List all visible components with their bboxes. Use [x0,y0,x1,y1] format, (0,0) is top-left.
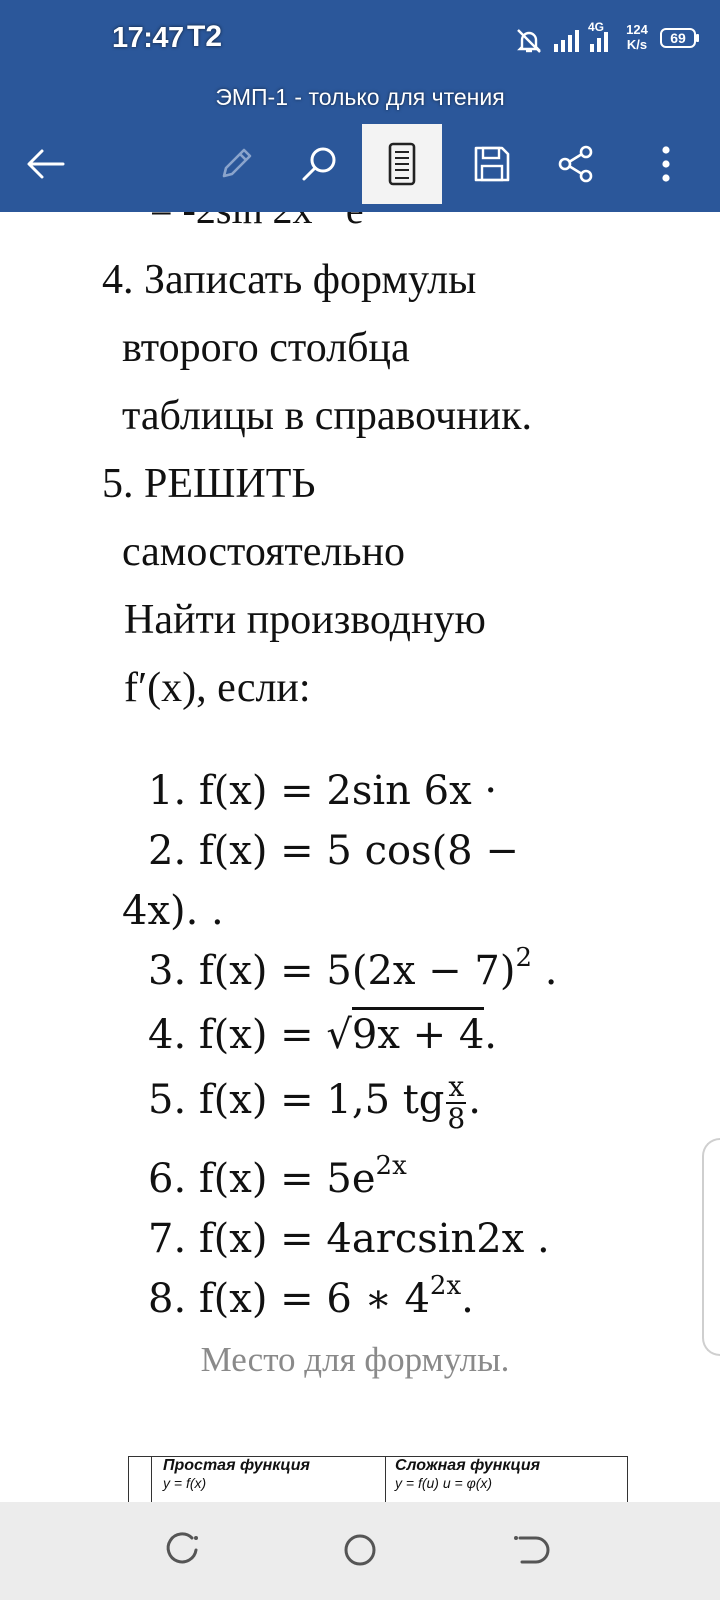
item4-line3: таблицы в справочник. [122,393,532,439]
exercise-7: 7. f(x) = 4arcsin2x . [148,1216,550,1262]
exercise-8-main: 8. f(x) = 6 ∗ 4 [148,1276,430,1322]
status-bar [0,0,720,80]
status-icons [510,20,720,60]
more-options-button[interactable] [626,124,706,204]
mobile-view-button[interactable] [362,124,442,204]
exercise-6-exponent: 2x [375,1151,407,1181]
battery-level: 69 [670,30,686,46]
exercise-5-denominator: 8 [447,1102,466,1135]
network-speed-value: 124 [626,22,648,37]
battery-icon [660,28,700,48]
home-icon[interactable] [338,1528,382,1572]
table-sub-simple: y = f(x) [163,1475,207,1491]
exercise-5-numerator: x [448,1070,465,1103]
exercise-5 [148,1072,481,1134]
carrier-icon: T2 [187,20,223,53]
exercise-4-tail: . [484,1012,498,1058]
save-button[interactable] [452,124,532,204]
exercise-4-radicand: 9x + 4 [352,1007,484,1058]
recent-apps-icon[interactable] [162,1528,206,1572]
exercise-3-main: 3. f(x) = 5(2x − 7) [148,948,516,994]
exercise-8 [148,1271,474,1322]
side-panel-handle[interactable] [702,1138,720,1356]
item4-line2: второго столбца [122,325,410,371]
save-icon [472,144,512,184]
mute-icon [514,26,544,56]
item5-line3: Найти производную [124,597,486,643]
exercise-6-main: 6. f(x) = 5e [148,1156,376,1202]
exercise-4 [148,1012,497,1058]
network-speed-unit: K/s [626,37,648,52]
more-icon [660,144,672,184]
exercise-3 [148,943,558,994]
exercise-5-prefix: 5. f(x) = 1,5 tg [148,1077,445,1123]
table-header-complex: Сложная функция [395,1457,541,1474]
formula-placeholder[interactable]: Место для формулы. [200,1340,510,1379]
search-icon [299,143,341,185]
network-speed [620,22,654,52]
exercise-2-line2: 4x). . [122,888,224,934]
item5-line4: f′(x), если: [124,665,311,711]
edit-button[interactable] [196,124,276,204]
share-button[interactable] [536,124,616,204]
item5-line2: самостоятельно [122,529,405,575]
search-button[interactable] [280,124,360,204]
item4-line1: 4. Записать формулы [102,257,477,303]
share-icon [556,144,596,184]
network-type: 4G [588,20,605,34]
document-title: ЭМП-1 - только для чтения [215,84,505,110]
mobile-view-icon [387,142,417,186]
back-button[interactable] [6,124,86,204]
exercise-8-tail: . [461,1276,474,1322]
app-header [0,0,720,212]
exercise-3-exponent: 2 [515,943,533,973]
exercise-6 [148,1151,407,1202]
exercise-3-tail: . [532,948,558,994]
exercise-2-line1: 2. f(x) = 5 cos(8 − [148,828,519,874]
table-header-simple: Простая функция [163,1457,310,1474]
exercise-5-fraction [446,1072,466,1134]
exercise-4-prefix: 4. f(x) = √ [148,1012,352,1058]
navigation-bar [0,1502,720,1600]
item5-line1: 5. РЕШИТЬ [102,461,316,507]
table-sub-complex: y = f(u) u = φ(x) [395,1475,493,1491]
exercise-1: 1. f(x) = 2sin 6x · [148,768,498,814]
status-time: 17:47 [112,22,184,54]
back-icon[interactable] [508,1528,552,1572]
exercise-5-tail: . [468,1077,481,1123]
toolbar [0,124,720,208]
edit-pencil-icon [216,144,256,184]
signal-icon [554,28,614,52]
document-view[interactable] [0,212,720,1502]
exercise-8-exponent: 2x [429,1271,462,1301]
back-arrow-icon [26,148,66,180]
